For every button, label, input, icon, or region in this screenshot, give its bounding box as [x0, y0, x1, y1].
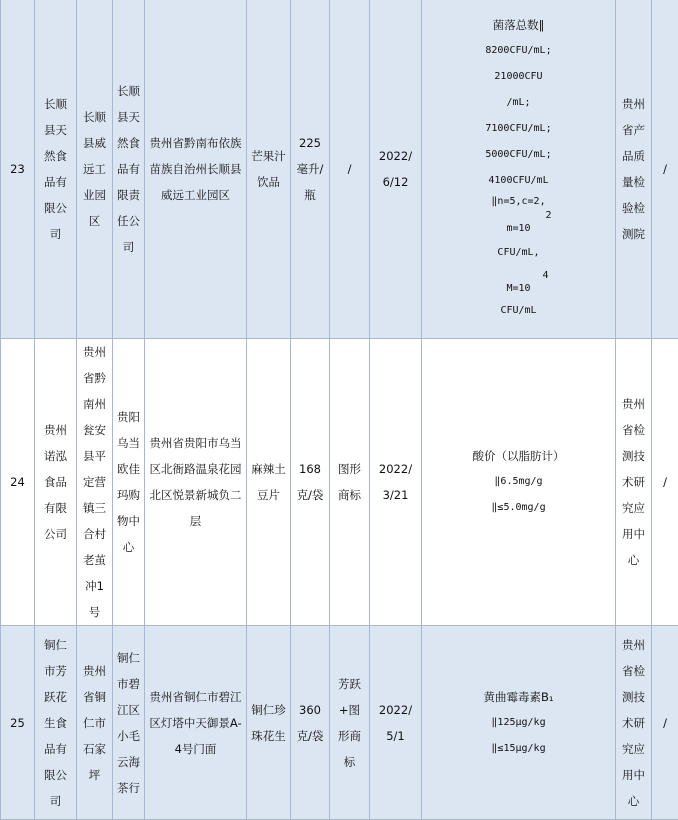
seller-address: 贵州省贵阳市乌当区北衙路温泉花园北区悦景新城负二层	[145, 339, 247, 626]
table-row	[1, 0, 678, 339]
remark: /	[652, 0, 678, 339]
table-row	[1, 339, 678, 626]
production-date: 2022/5/1	[370, 626, 422, 820]
test-result	[422, 0, 616, 339]
product-spec: 168克/袋	[291, 339, 330, 626]
remark: /	[652, 626, 678, 820]
table-row	[1, 626, 678, 820]
test-result	[422, 626, 616, 820]
seller-name: 贵阳乌当欧佳玛购物中心	[113, 339, 145, 626]
production-date: 2022/3/21	[370, 339, 422, 626]
remark: /	[652, 339, 678, 626]
result-line: 菌落总数‖	[422, 12, 615, 38]
testing-agency: 贵州省检测技术研究应用中心	[616, 626, 652, 820]
seller-name: 长顺县天然食品有限责任公司	[113, 0, 145, 339]
result-line: 8200CFU/mL;	[422, 38, 615, 64]
result-line: 4100CFU/mL	[422, 168, 615, 194]
brand: 图形商标	[330, 339, 370, 626]
producer-name: 贵州诺泓食品有限公司	[35, 339, 77, 626]
producer-address: 贵州省铜仁市石家坪	[77, 626, 113, 820]
product-spec: 225毫升/瓶	[291, 0, 330, 339]
row-number: 23	[1, 0, 35, 339]
testing-agency: 贵州省检测技术研究应用中心	[616, 339, 652, 626]
row-number: 24	[1, 339, 35, 626]
result-line: M=10	[422, 282, 615, 296]
producer-name: 长顺县天然食品有限公司	[35, 0, 77, 339]
product-spec: 360克/袋	[291, 626, 330, 820]
result-line: 7100CFU/mL;	[422, 116, 615, 142]
test-result	[422, 339, 616, 626]
testing-agency: 贵州省产品质量检验检测院	[616, 0, 652, 339]
result-line: m=10	[422, 222, 615, 236]
producer-address: 贵州省黔南州瓮安县平定营镇三合村老茧冲1号	[77, 339, 113, 626]
brand: /	[330, 0, 370, 339]
seller-address: 贵州省铜仁市碧江区灯塔中天御景A-4号门面	[145, 626, 247, 820]
row-number: 25	[1, 626, 35, 820]
result-line: 5000CFU/mL;	[422, 142, 615, 168]
product-name: 麻辣土豆片	[247, 339, 291, 626]
result-line: ‖125μg/kg	[422, 710, 615, 736]
brand: 芳跃+图形商标	[330, 626, 370, 820]
result-line: ‖≤15μg/kg	[422, 736, 615, 762]
seller-address: 贵州省黔南布依族苗族自治州长顺县威远工业园区	[145, 0, 247, 339]
result-line: 21000CFU	[422, 64, 615, 90]
producer-address: 长顺县威远工业园区	[77, 0, 113, 339]
result-line: 黄曲霉毒素B₁	[422, 684, 615, 710]
result-exponent: 2	[422, 210, 615, 222]
result-line: /mL;	[422, 90, 615, 116]
result-line: CFU/mL,	[422, 236, 615, 270]
result-line: ‖6.5mg/g	[422, 469, 615, 495]
result-line: ‖≤5.0mg/g	[422, 495, 615, 521]
producer-name: 铜仁市芳跃花生食品有限公司	[35, 626, 77, 820]
production-date: 2022/6/12	[370, 0, 422, 339]
result-line: CFU/mL	[422, 296, 615, 326]
result-line: ‖n=5,c=2,	[422, 194, 615, 210]
product-name: 芒果汁饮品	[247, 0, 291, 339]
result-exponent: 4	[422, 270, 615, 282]
product-name: 铜仁珍珠花生	[247, 626, 291, 820]
seller-name: 铜仁市碧江区小毛云海茶行	[113, 626, 145, 820]
result-line: 酸价（以脂肪计）	[422, 443, 615, 469]
